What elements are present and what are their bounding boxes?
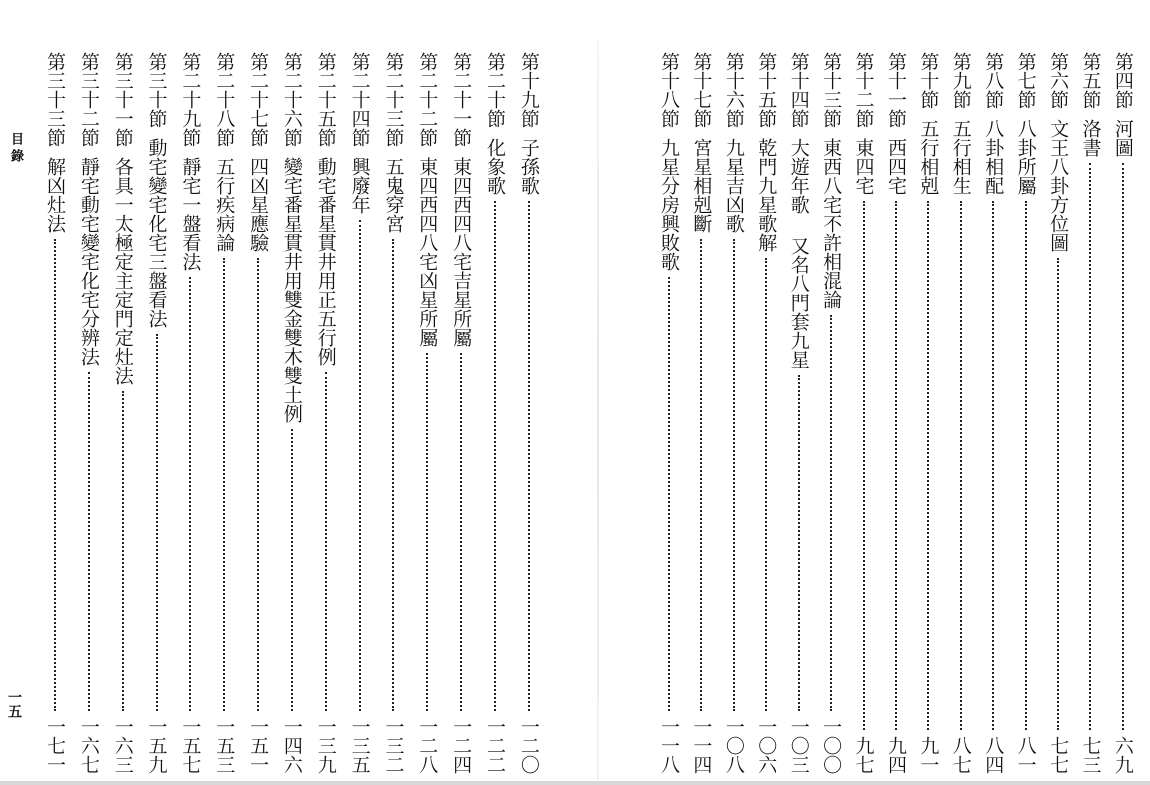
section-number: 第三十二節	[77, 52, 100, 147]
section-title: 東西八宅不許相混論	[820, 138, 843, 309]
toc-entry	[753, 52, 779, 774]
section-title: 文王八卦方位圖	[1047, 119, 1070, 252]
section-title: 東四西四八宅凶星所屬	[416, 157, 439, 347]
section-title: 九星分房興敗歌	[658, 138, 680, 271]
dot-leader	[733, 239, 735, 711]
section-title: 西四宅	[884, 138, 907, 195]
section-title: 九星吉凶歌	[722, 138, 745, 233]
dot-leader	[494, 201, 496, 711]
page-ref: 六九	[1111, 736, 1134, 774]
page-ref: 一一八	[658, 717, 680, 774]
page-ref: 一〇三	[787, 717, 810, 774]
page-ref: 七七	[1047, 736, 1070, 774]
toc-entry	[144, 52, 170, 774]
dot-leader	[54, 239, 56, 711]
toc-entry	[980, 52, 1006, 774]
section-number: 第二十六節	[280, 52, 303, 147]
section-number: 第十七節	[690, 52, 713, 128]
toc-entry	[1045, 52, 1071, 774]
page-ref: 八一	[1014, 736, 1037, 774]
section-title: 八卦相配	[982, 119, 1005, 195]
dot-leader	[1025, 201, 1027, 730]
section-number: 第十五節	[755, 52, 778, 128]
toc-entry	[414, 52, 440, 774]
toc-entry	[211, 52, 237, 774]
section-number: 第十四節	[787, 52, 810, 128]
toc-entry	[883, 52, 909, 774]
page-ref: 九一	[917, 736, 940, 774]
toc-entry	[313, 52, 339, 774]
dot-leader	[1122, 163, 1124, 730]
dot-leader	[992, 201, 994, 730]
section-number: 第三十一節	[111, 52, 134, 147]
toc-entry	[1077, 52, 1103, 774]
page-ref: 一五七	[179, 717, 202, 774]
toc-entry	[177, 52, 203, 774]
toc-entry	[448, 52, 474, 774]
dot-leader	[291, 429, 293, 711]
toc-entry	[656, 52, 682, 774]
dot-leader	[895, 201, 897, 730]
dot-leader	[700, 239, 702, 711]
page-ref: 一五一	[247, 717, 270, 774]
section-title: 化象歌	[483, 138, 506, 195]
toc-entry	[516, 52, 542, 774]
toc-entry	[948, 52, 974, 774]
dot-leader	[392, 239, 394, 711]
section-title: 解凶灶法	[44, 157, 66, 233]
section-title: 河圖	[1111, 119, 1134, 157]
toc-entry	[915, 52, 941, 774]
dot-leader	[156, 334, 158, 711]
toc-entry	[347, 52, 373, 774]
right-page	[600, 0, 1150, 785]
dot-leader	[1089, 163, 1091, 730]
section-number: 第十六節	[722, 52, 745, 128]
section-title: 洛書	[1079, 119, 1102, 157]
page-ref: 一五九	[145, 717, 168, 774]
dot-leader	[325, 372, 327, 711]
section-number: 第十三節	[820, 52, 843, 128]
section-number: 第二十四節	[348, 52, 371, 147]
dot-leader	[668, 277, 670, 711]
page-ref: 九四	[884, 736, 907, 774]
toc-entry	[1013, 52, 1039, 774]
section-number: 第十二節	[852, 52, 875, 128]
dot-leader	[765, 258, 767, 711]
toc-entry	[482, 52, 508, 774]
page-ref: 一三九	[314, 717, 337, 774]
toc-entry	[818, 52, 844, 774]
dot-leader	[830, 315, 832, 711]
dot-leader	[927, 201, 929, 730]
dot-leader	[426, 353, 428, 711]
section-title: 東四西四八宅吉星所屬	[450, 157, 473, 347]
section-number: 第十九節	[517, 52, 540, 128]
dot-leader	[88, 372, 90, 711]
page-ref: 九七	[852, 736, 875, 774]
dot-leader	[798, 375, 800, 711]
section-number: 第二十三節	[382, 52, 405, 147]
page-ref: 一七一	[44, 717, 66, 774]
dot-leader	[223, 258, 225, 711]
section-number: 第五節	[1079, 52, 1102, 109]
section-number: 第三十三節	[44, 52, 66, 147]
section-title: 東四宅	[852, 138, 875, 195]
page-ref: 七三	[1079, 736, 1102, 774]
section-title: 五行相生	[949, 119, 972, 195]
page-ref: 一六七	[77, 717, 100, 774]
section-title: 大遊年歌 又名八門套九星	[787, 138, 810, 369]
page-ref: 八四	[982, 736, 1005, 774]
section-title: 四凶星應驗	[247, 157, 270, 252]
section-number: 第二十五節	[314, 52, 337, 147]
page-ref: 一三五	[348, 717, 371, 774]
page-ref: 一三二	[382, 717, 405, 774]
section-number: 第四節	[1111, 52, 1134, 109]
section-title: 動宅變宅化宅三盤看法	[145, 138, 168, 328]
toc-entry	[1110, 52, 1136, 774]
toc-right	[656, 52, 1136, 774]
page-ref: 一一四	[690, 717, 713, 774]
scan-edge	[0, 781, 1150, 785]
page-ref: 一四六	[280, 717, 303, 774]
section-number: 第二十九節	[179, 52, 202, 147]
section-title: 宮星相剋斷	[690, 138, 713, 233]
page-ref: 一〇〇	[820, 717, 843, 774]
dot-leader	[122, 391, 124, 711]
dot-leader	[863, 201, 865, 730]
running-title: 目錄	[8, 132, 23, 166]
dot-leader	[460, 353, 462, 711]
section-number: 第六節	[1047, 52, 1070, 109]
section-title: 五鬼穿宮	[382, 157, 405, 233]
section-number: 第二十二節	[416, 52, 439, 147]
toc-entry	[380, 52, 406, 774]
page-ref: 一二二	[483, 717, 506, 774]
section-title: 各具一太極定主定門定灶法	[111, 157, 134, 385]
page-ref: 一二八	[416, 717, 439, 774]
page-ref: 一〇六	[755, 717, 778, 774]
section-title: 變宅番星貫井用雙金雙木雙土例	[280, 157, 303, 423]
toc-entry	[851, 52, 877, 774]
section-title: 八卦所屬	[1014, 119, 1037, 195]
section-title: 子孫歌	[517, 138, 540, 195]
section-title: 五行疾病論	[213, 157, 236, 252]
section-number: 第九節	[949, 52, 972, 109]
section-number: 第二十七節	[247, 52, 270, 147]
toc-entry	[786, 52, 812, 774]
toc-entry	[688, 52, 714, 774]
section-number: 第八節	[982, 52, 1005, 109]
page-ref: 八七	[949, 736, 972, 774]
dot-leader	[189, 277, 191, 711]
dot-leader	[257, 258, 259, 711]
gutter	[597, 40, 599, 780]
section-number: 第二十八節	[213, 52, 236, 147]
section-number: 第十八節	[658, 52, 680, 128]
toc-entry	[721, 52, 747, 774]
toc-left	[42, 52, 542, 774]
section-title: 五行相剋	[917, 119, 940, 195]
page-ref: 一二〇	[517, 717, 540, 774]
toc-entry	[42, 52, 68, 774]
dot-leader	[1057, 258, 1059, 730]
toc-entry	[245, 52, 271, 774]
dot-leader	[528, 201, 530, 711]
section-number: 第七節	[1014, 52, 1037, 109]
section-title: 乾門九星歌解	[755, 138, 778, 252]
dot-leader	[359, 220, 361, 711]
section-number: 第十節	[917, 52, 940, 109]
section-title: 靜宅一盤看法	[179, 157, 202, 271]
dot-leader	[960, 201, 962, 730]
toc-entry	[110, 52, 136, 774]
section-number: 第二十節	[483, 52, 506, 128]
page-ref: 一〇八	[722, 717, 745, 774]
toc-entry	[279, 52, 305, 774]
page-ref: 一六三	[111, 717, 134, 774]
section-number: 第三十節	[145, 52, 168, 128]
section-number: 第二十一節	[450, 52, 473, 147]
section-title: 靜宅動宅變宅化宅分辨法	[77, 157, 100, 366]
section-number: 第十一節	[884, 52, 907, 128]
section-title: 動宅番星貫井用正五行例	[314, 157, 337, 366]
toc-entry	[76, 52, 102, 774]
page-ref: 一五三	[213, 717, 236, 774]
page-number: 一五	[6, 690, 22, 718]
section-title: 興廢年	[348, 157, 371, 214]
page-ref: 一二四	[450, 717, 473, 774]
